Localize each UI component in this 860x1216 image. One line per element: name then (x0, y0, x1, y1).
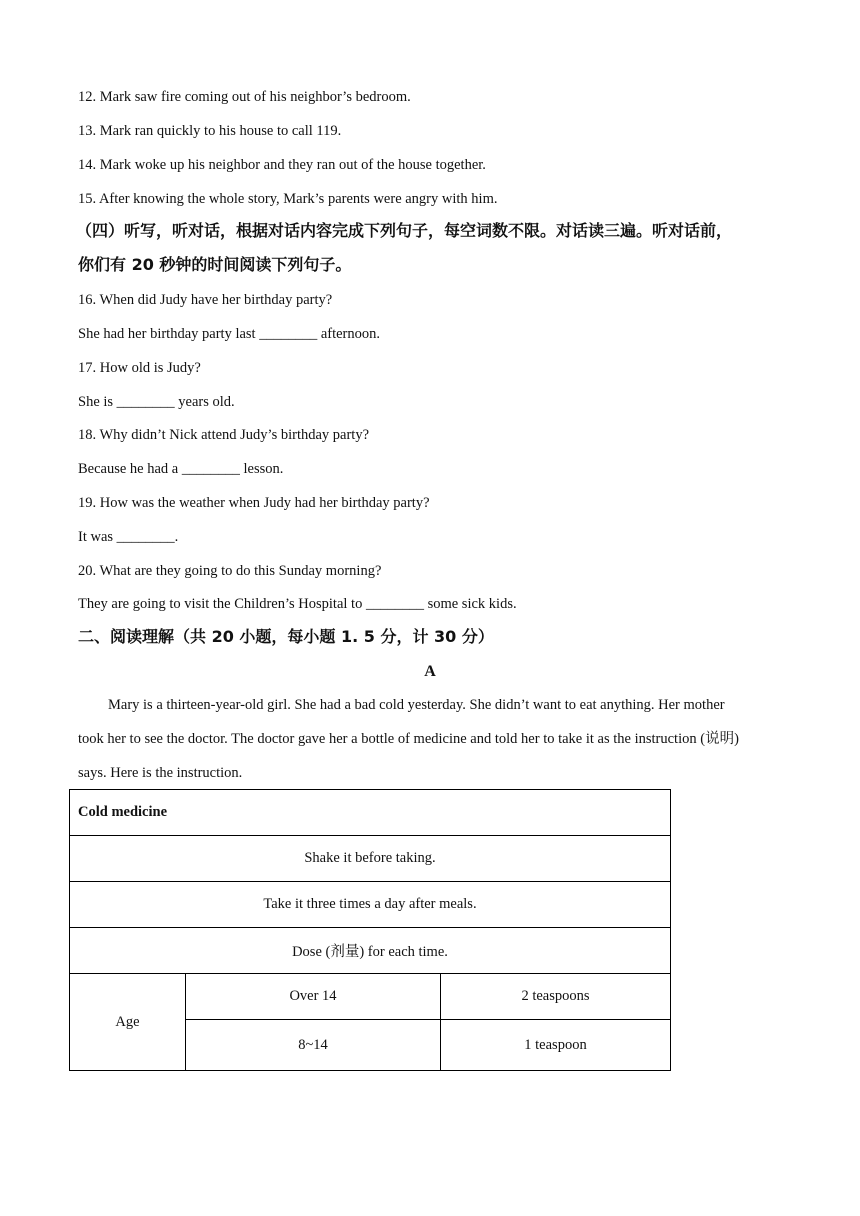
question-12: 12. Mark saw fire coming out of his neighbor’s bedroom. (78, 89, 411, 105)
table-cell-age: 8~14 (186, 1020, 441, 1071)
table-cell-age: Over 14 (186, 974, 441, 1020)
table-row (70, 928, 671, 974)
table-title: Cold medicine (70, 790, 671, 836)
answer-16: She had her birthday party last ________ afternoon. (78, 326, 381, 342)
question-16: 16. When did Judy have her birthday party? (78, 292, 333, 308)
table-cell-dose-amount: 1 teaspoon (441, 1020, 671, 1071)
table-cell-age-label: Age (70, 974, 186, 1071)
instruction-table (69, 789, 671, 1071)
question-19: 19. How was the weather when Judy had her birthday party? (78, 495, 430, 511)
question-18: 18. Why didn’t Nick attend Judy’s birthday party? (78, 427, 370, 443)
table-cell-dose: Dose (剂量) for each time. (70, 928, 671, 974)
paragraph-line-3: says. Here is the instruction. (78, 765, 243, 781)
paragraph-line-1: Mary is a thirteen-year-old girl. She had a bad cold yesterday. She didn’t want to eat anything. Her mother (108, 697, 725, 713)
question-20: 20. What are they going to do this Sunday morning? (78, 563, 382, 579)
answer-19: It was ________. (78, 529, 179, 545)
question-15: 15. After knowing the whole story, Mark’s parents were angry with him. (78, 191, 498, 207)
question-13: 13. Mark ran quickly to his house to call 119. (78, 123, 342, 139)
table-cell-shake: Shake it before taking. (70, 836, 671, 882)
table-cell-frequency: Take it three times a day after meals. (70, 882, 671, 928)
passage-label: A (424, 663, 436, 680)
table-row (70, 836, 671, 882)
section4-heading-line2: 你们有 20 秒钟的时间阅读下列句子。 (78, 255, 352, 274)
table-row (70, 974, 671, 1020)
table-row (70, 790, 671, 836)
question-17: 17. How old is Judy? (78, 360, 201, 376)
paragraph-line-2: took her to see the doctor. The doctor gave her a bottle of medicine and told her to take it as the instruction (说明) (78, 731, 739, 747)
reading-heading: 二、阅读理解（共 20 小题，每小题 1. 5 分，计 30 分） (78, 627, 494, 646)
table-row (70, 882, 671, 928)
question-14: 14. Mark woke up his neighbor and they ran out of the house together. (78, 157, 486, 173)
answer-17: She is ________ years old. (78, 394, 235, 410)
answer-20: They are going to visit the Children’s Hospital to ________ some sick kids. (78, 596, 517, 612)
table-cell-dose-amount: 2 teaspoons (441, 974, 671, 1020)
answer-18: Because he had a ________ lesson. (78, 461, 284, 477)
section4-heading-line1: （四）听写，听对话，根据对话内容完成下列句子，每空词数不限。对话读三遍。听对话前， (76, 221, 733, 240)
